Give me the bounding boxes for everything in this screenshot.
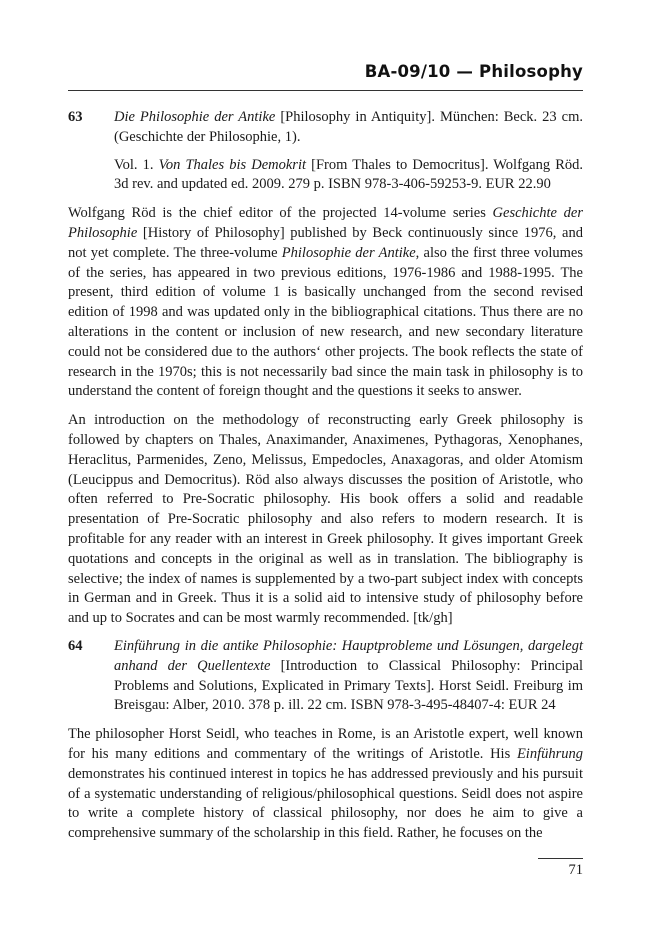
review-paragraph xyxy=(68,204,583,402)
entry-body xyxy=(114,637,583,716)
review-text: The philosopher Horst Seidl, who teaches in Rome, is an Aristotle expert, well known for his many editions and commentary of the writings of Aristotle. His xyxy=(68,726,583,762)
volume-citation xyxy=(114,156,583,196)
entry-number: 63 xyxy=(68,109,83,125)
entry-citation xyxy=(114,108,583,148)
header-rule xyxy=(68,90,583,91)
entry-citation-text: [Philosophy in Antiquity]. München: Beck. 23 cm. (Geschichte der Philosophie, 1). xyxy=(114,109,583,145)
page-number: 71 xyxy=(568,862,583,878)
entry-title: Die Philosophie der Antike xyxy=(114,109,276,125)
review-italic-title: Philosophie der Antike xyxy=(281,244,416,261)
review-paragraph xyxy=(68,725,583,844)
entry-body xyxy=(114,108,583,195)
review-text: , also the first three volumes of the series, has appeared in two previous editions, 1976-1986 and 1988-1995. The present, third edition of volume 1 is basically unchanged from the second revised edition of 1998 and was updated only in the bibliographical citations. Thus there are no alterations in the content or inclusion of new research, and new secondary literature could not be considered due to the authors‘ other projects. The book reflects the state of research in the 1970s; this is not necessarily bad since the main task in philosophy is to understand the content of foreign thought and the questions it seeks to answer. xyxy=(68,244,584,400)
entry-title: Einführung in die antike Philosophie: Hauptprobleme und Lösungen, dargelegt anhand der Quellentexte xyxy=(114,637,583,674)
review-text: [History of Philosophy] published by Beck continuously since 1976, and not yet complete. The three-volume xyxy=(68,224,583,261)
review-text: demonstrates his continued interest in topics he has addressed previously and his pursuit of a systematic understanding of religious/philosophical questions. Seidl does not aspire to write a complete history of classical philosophy, nor does he aim to give a comprehensive summary of the scholarship in this field. Rather, he focuses on the xyxy=(68,765,583,842)
volume-title: Von Thales bis Demokrit xyxy=(158,156,307,173)
running-header: BA-09/10 — Philosophy xyxy=(364,62,583,81)
entry-number: 64 xyxy=(68,637,83,654)
entry-citation xyxy=(114,637,583,716)
review-italic-title: Geschichte der Philosophie xyxy=(68,205,583,241)
review-text: Wolfgang Röd is the chief editor of the projected 14-volume series xyxy=(68,205,493,222)
bibliography-entry-63 xyxy=(68,108,583,195)
bibliography-entry-64 xyxy=(68,637,583,716)
review-paragraph: An introduction on the methodology of reconstructing early Greek philosophy is followed by chapters on Thales, Anaximander, Anaximenes, Pythagoras, Xenophanes, Heraclitus, Parmenides, Zeno, Melissus, Empedocles, Anaxagoras, and older Atomism (Leucippus and Democritus). Röd also always discusses the position of Aristotle, who often referred to Pre-Socratic philosophy. His book offers a solid and readable presentation of Pre-Socratic philosophy and also refers to modern research. It is profitable for any reader with an interest in Greek philosophy. It gives important Greek quotations and concepts in the original as well as in translation. The bibliography is selective; the index of names is supplemented by a two-part subject index with concepts in German and in Greek. Thus it is a solid aid to intensive study of philosophy before and up to Socrates and can be most warmly recommended. [tk/gh] xyxy=(68,412,583,627)
footer-rule xyxy=(538,858,583,859)
review-italic-title: Einführung xyxy=(516,745,583,762)
entry-citation-text: [Introduction to Classical Philosophy: Principal Problems and Solutions, Explicated in Primary Texts]. Horst Seidl. Freiburg im Breisgau: Alber, 2010. 378 p. ill. 22 cm. ISBN 978-3-495-48407-4: EUR 24 xyxy=(114,657,584,714)
page-content xyxy=(68,108,583,844)
volume-prefix: Vol. 1. xyxy=(114,156,159,173)
volume-citation-text: [From Thales to Democritus]. Wolfgang Röd. 3d rev. and updated ed. 2009. 279 p. ISBN 978-3-406-59253-9. EUR 22.90 xyxy=(114,156,584,193)
